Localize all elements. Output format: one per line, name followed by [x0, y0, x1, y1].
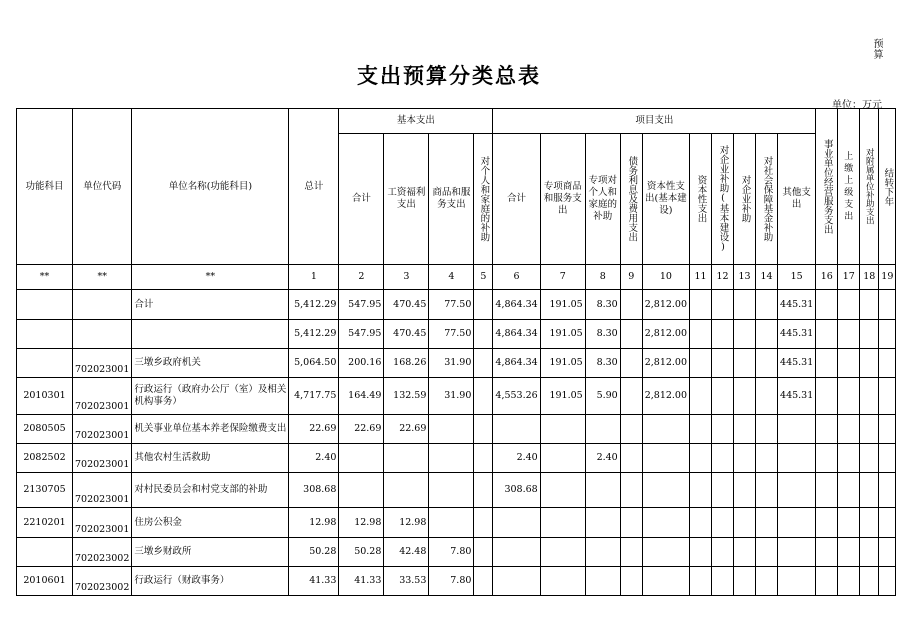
cell-name: 其他农村生活救助 — [132, 444, 289, 473]
cell-basic: 547.95 — [339, 290, 384, 320]
cell-ptotal: 4,864.34 — [493, 290, 540, 320]
header-carry: 结转下年 — [879, 109, 896, 265]
cell-code: 702023001 — [73, 349, 132, 378]
cell-func — [17, 538, 73, 567]
cell-cap — [690, 444, 712, 473]
cell-capbasic: 2,812.00 — [642, 290, 689, 320]
cell-other: 445.31 — [778, 320, 816, 349]
table-row — [17, 508, 896, 538]
cell-biz — [816, 567, 838, 596]
cell-basic: 12.98 — [339, 508, 384, 538]
cell-ppersonal: 8.30 — [585, 349, 620, 378]
cell-basic: 200.16 — [339, 349, 384, 378]
cell-entb — [712, 349, 734, 378]
cell-wages: 470.45 — [384, 290, 429, 320]
cell-ent — [734, 290, 756, 320]
cell-social — [756, 290, 778, 320]
cell-name: 行政运行（财政事务） — [132, 567, 289, 596]
cell-ppersonal: 5.90 — [585, 378, 620, 415]
header-basic-total: 合计 — [339, 134, 384, 265]
cell-carry — [879, 378, 896, 415]
cell-ppersonal — [585, 567, 620, 596]
cell-ptotal: 4,864.34 — [493, 320, 540, 349]
cell-personal — [474, 378, 493, 415]
cell-upper — [838, 320, 860, 349]
cell-debt — [620, 567, 642, 596]
cell-cap — [690, 508, 712, 538]
cell-ent — [734, 473, 756, 508]
cell-name: 对村民委员会和村党支部的补助 — [132, 473, 289, 508]
cell-social — [756, 320, 778, 349]
cell-name — [132, 320, 289, 349]
cell-biz — [816, 538, 838, 567]
header-basic: 基本支出 — [339, 109, 493, 134]
header-subordinate: 对附属单位补助支出 — [860, 109, 879, 265]
cell-carry — [879, 473, 896, 508]
cell-sub — [860, 378, 879, 415]
cell-social — [756, 444, 778, 473]
cell-code: 702023002 — [73, 567, 132, 596]
cell-code — [73, 320, 132, 349]
cell-wages: 470.45 — [384, 320, 429, 349]
cell-capbasic — [642, 444, 689, 473]
cell-upper — [838, 349, 860, 378]
cell-total: 41.33 — [289, 567, 339, 596]
cell-cap — [690, 415, 712, 444]
cell-cap — [690, 378, 712, 415]
cell-pgoods: 191.05 — [540, 320, 585, 349]
index-cell: 11 — [690, 265, 712, 290]
cell-entb — [712, 473, 734, 508]
cell-sub — [860, 349, 879, 378]
cell-debt — [620, 473, 642, 508]
cell-personal — [474, 567, 493, 596]
index-cell: 16 — [816, 265, 838, 290]
cell-debt — [620, 444, 642, 473]
index-cell: 9 — [620, 265, 642, 290]
cell-wages — [384, 444, 429, 473]
cell-ptotal: 4,553.26 — [493, 378, 540, 415]
cell-social — [756, 567, 778, 596]
index-cell: 13 — [734, 265, 756, 290]
cell-personal — [474, 320, 493, 349]
cell-cap — [690, 473, 712, 508]
cell-capbasic: 2,812.00 — [642, 378, 689, 415]
cell-upper — [838, 567, 860, 596]
cell-personal — [474, 508, 493, 538]
table-row — [17, 567, 896, 596]
cell-other: 445.31 — [778, 290, 816, 320]
cell-code: 702023001 — [73, 473, 132, 508]
cell-code: 702023001 — [73, 415, 132, 444]
table-row — [17, 473, 896, 508]
index-cell: 14 — [756, 265, 778, 290]
cell-sub — [860, 567, 879, 596]
cell-social — [756, 538, 778, 567]
cell-ent — [734, 320, 756, 349]
cell-ptotal — [493, 538, 540, 567]
cell-sub — [860, 508, 879, 538]
cell-goods: 7.80 — [429, 538, 474, 567]
cell-basic: 22.69 — [339, 415, 384, 444]
cell-basic — [339, 473, 384, 508]
cell-biz — [816, 349, 838, 378]
cell-total: 4,717.75 — [289, 378, 339, 415]
cell-ent — [734, 444, 756, 473]
table-row — [17, 444, 896, 473]
header-ent-subsidy-basic: 对企业补助(基本建设) — [712, 134, 734, 265]
header-func: 功能科目 — [17, 109, 73, 265]
cell-personal — [474, 444, 493, 473]
cell-ppersonal: 8.30 — [585, 290, 620, 320]
cell-name: 机关事业单位基本养老保险缴费支出 — [132, 415, 289, 444]
cell-name: 合计 — [132, 290, 289, 320]
cell-cap — [690, 320, 712, 349]
cell-pgoods: 191.05 — [540, 290, 585, 320]
cell-sub — [860, 415, 879, 444]
cell-sub — [860, 320, 879, 349]
cell-name: 三墩乡政府机关 — [132, 349, 289, 378]
cell-ppersonal: 8.30 — [585, 320, 620, 349]
cell-basic: 50.28 — [339, 538, 384, 567]
cell-capbasic — [642, 473, 689, 508]
header-ent-subsidy: 对企业补助 — [734, 134, 756, 265]
index-cell: 7 — [540, 265, 585, 290]
cell-debt — [620, 290, 642, 320]
cell-goods: 77.50 — [429, 320, 474, 349]
cell-pgoods — [540, 567, 585, 596]
cell-goods — [429, 473, 474, 508]
cell-social — [756, 473, 778, 508]
cell-biz — [816, 290, 838, 320]
cell-debt — [620, 349, 642, 378]
cell-ent — [734, 378, 756, 415]
cell-capbasic — [642, 538, 689, 567]
cell-cap — [690, 567, 712, 596]
cell-entb — [712, 538, 734, 567]
header-project: 项目支出 — [493, 109, 816, 134]
cell-ppersonal — [585, 538, 620, 567]
cell-cap — [690, 290, 712, 320]
header-proj-personal: 专项对个人和家庭的补助 — [585, 134, 620, 265]
cell-biz — [816, 378, 838, 415]
budget-table — [16, 108, 896, 596]
index-cell: 12 — [712, 265, 734, 290]
cell-pgoods — [540, 508, 585, 538]
cell-goods — [429, 415, 474, 444]
cell-goods: 31.90 — [429, 378, 474, 415]
cell-capbasic: 2,812.00 — [642, 349, 689, 378]
cell-sub — [860, 473, 879, 508]
cell-func: 2080505 — [17, 415, 73, 444]
cell-wages: 42.48 — [384, 538, 429, 567]
cell-entb — [712, 508, 734, 538]
cell-ppersonal — [585, 473, 620, 508]
cell-upper — [838, 444, 860, 473]
cell-cap — [690, 349, 712, 378]
cell-wages: 33.53 — [384, 567, 429, 596]
cell-pgoods — [540, 538, 585, 567]
cell-entb — [712, 444, 734, 473]
cell-ent — [734, 415, 756, 444]
cell-personal — [474, 290, 493, 320]
cell-other: 445.31 — [778, 378, 816, 415]
cell-pgoods — [540, 444, 585, 473]
cell-ent — [734, 538, 756, 567]
cell-ent — [734, 508, 756, 538]
cell-capbasic — [642, 567, 689, 596]
cell-entb — [712, 415, 734, 444]
cell-total: 22.69 — [289, 415, 339, 444]
header-unit-name: 单位名称(功能科目) — [132, 109, 289, 265]
index-cell: 2 — [339, 265, 384, 290]
header-wages: 工资福利支出 — [384, 134, 429, 265]
cell-goods — [429, 508, 474, 538]
index-cell: 3 — [384, 265, 429, 290]
corner-label: 预算 — [871, 38, 882, 60]
cell-total: 50.28 — [289, 538, 339, 567]
cell-goods — [429, 444, 474, 473]
header-goods: 商品和服务支出 — [429, 134, 474, 265]
cell-cap — [690, 538, 712, 567]
cell-biz — [816, 473, 838, 508]
index-row — [17, 265, 896, 290]
index-cell: 4 — [429, 265, 474, 290]
cell-carry — [879, 415, 896, 444]
cell-upper — [838, 538, 860, 567]
cell-ent — [734, 349, 756, 378]
cell-debt — [620, 415, 642, 444]
cell-carry — [879, 567, 896, 596]
cell-upper — [838, 378, 860, 415]
cell-pgoods: 191.05 — [540, 378, 585, 415]
cell-entb — [712, 290, 734, 320]
cell-func: 2010601 — [17, 567, 73, 596]
cell-biz — [816, 415, 838, 444]
cell-social — [756, 378, 778, 415]
cell-personal — [474, 415, 493, 444]
header-personal: 对个人和家庭的补助 — [474, 134, 493, 265]
cell-ent — [734, 567, 756, 596]
index-cell: 10 — [642, 265, 689, 290]
cell-basic: 164.49 — [339, 378, 384, 415]
cell-carry — [879, 444, 896, 473]
index-cell: 5 — [474, 265, 493, 290]
cell-social — [756, 349, 778, 378]
cell-total: 12.98 — [289, 508, 339, 538]
page-title: 支出预算分类总表 — [357, 63, 541, 88]
cell-pgoods — [540, 415, 585, 444]
table-row — [17, 538, 896, 567]
cell-other — [778, 567, 816, 596]
cell-code: 702023002 — [73, 538, 132, 567]
cell-func: 2010301 — [17, 378, 73, 415]
cell-goods: 31.90 — [429, 349, 474, 378]
cell-ppersonal — [585, 508, 620, 538]
cell-entb — [712, 567, 734, 596]
cell-biz — [816, 508, 838, 538]
index-cell: 15 — [778, 265, 816, 290]
cell-code: 702023001 — [73, 444, 132, 473]
cell-entb — [712, 320, 734, 349]
index-cell: 18 — [860, 265, 879, 290]
cell-ptotal — [493, 415, 540, 444]
cell-code: 702023001 — [73, 378, 132, 415]
cell-upper — [838, 415, 860, 444]
cell-wages — [384, 473, 429, 508]
cell-wages: 12.98 — [384, 508, 429, 538]
cell-ppersonal: 2.40 — [585, 444, 620, 473]
cell-other — [778, 415, 816, 444]
cell-other — [778, 473, 816, 508]
cell-upper — [838, 473, 860, 508]
cell-func — [17, 320, 73, 349]
unit-label: 单位：万元 — [832, 100, 882, 111]
cell-other — [778, 444, 816, 473]
cell-code: 702023001 — [73, 508, 132, 538]
cell-upper — [838, 508, 860, 538]
cell-total: 2.40 — [289, 444, 339, 473]
cell-basic: 547.95 — [339, 320, 384, 349]
cell-total: 5,412.29 — [289, 320, 339, 349]
cell-goods: 7.80 — [429, 567, 474, 596]
cell-total: 308.68 — [289, 473, 339, 508]
header-business: 事业单位经营服务支出 — [816, 109, 838, 265]
cell-carry — [879, 349, 896, 378]
index-cell: 6 — [493, 265, 540, 290]
cell-carry — [879, 290, 896, 320]
cell-ptotal — [493, 508, 540, 538]
cell-carry — [879, 320, 896, 349]
cell-personal — [474, 473, 493, 508]
header-total: 总计 — [289, 109, 339, 265]
cell-personal — [474, 349, 493, 378]
cell-code — [73, 290, 132, 320]
header-upper: 上缴上级支出 — [838, 109, 860, 265]
cell-carry — [879, 508, 896, 538]
index-cell: 8 — [585, 265, 620, 290]
cell-func: 2130705 — [17, 473, 73, 508]
cell-carry — [879, 538, 896, 567]
cell-biz — [816, 444, 838, 473]
cell-basic — [339, 444, 384, 473]
cell-social — [756, 415, 778, 444]
cell-upper — [838, 290, 860, 320]
cell-ppersonal — [585, 415, 620, 444]
cell-pgoods — [540, 473, 585, 508]
cell-debt — [620, 378, 642, 415]
cell-wages: 22.69 — [384, 415, 429, 444]
index-cell: ** — [132, 265, 289, 290]
table-row — [17, 415, 896, 444]
cell-other: 445.31 — [778, 349, 816, 378]
index-cell: 17 — [838, 265, 860, 290]
header-proj-goods: 专项商品和服务支出 — [540, 134, 585, 265]
cell-func: 2210201 — [17, 508, 73, 538]
header-capital: 资本性支出 — [690, 134, 712, 265]
cell-wages: 132.59 — [384, 378, 429, 415]
header-row-1 — [17, 109, 896, 134]
table-row — [17, 378, 896, 415]
cell-social — [756, 508, 778, 538]
cell-name: 三墩乡财政所 — [132, 538, 289, 567]
cell-wages: 168.26 — [384, 349, 429, 378]
cell-sub — [860, 290, 879, 320]
table-row — [17, 290, 896, 320]
cell-total: 5,064.50 — [289, 349, 339, 378]
cell-debt — [620, 508, 642, 538]
cell-capbasic — [642, 508, 689, 538]
cell-sub — [860, 444, 879, 473]
cell-basic: 41.33 — [339, 567, 384, 596]
cell-goods: 77.50 — [429, 290, 474, 320]
cell-biz — [816, 320, 838, 349]
cell-func — [17, 290, 73, 320]
cell-debt — [620, 538, 642, 567]
cell-ptotal: 4,864.34 — [493, 349, 540, 378]
cell-ptotal: 2.40 — [493, 444, 540, 473]
cell-total: 5,412.29 — [289, 290, 339, 320]
cell-capbasic — [642, 415, 689, 444]
cell-debt — [620, 320, 642, 349]
cell-func — [17, 349, 73, 378]
header-proj-total: 合计 — [493, 134, 540, 265]
cell-personal — [474, 538, 493, 567]
index-cell: ** — [17, 265, 73, 290]
table-row — [17, 349, 896, 378]
header-unit-code: 单位代码 — [73, 109, 132, 265]
cell-pgoods: 191.05 — [540, 349, 585, 378]
index-cell: 19 — [879, 265, 896, 290]
cell-name: 行政运行（政府办公厅（室）及相关机构事务） — [132, 378, 289, 415]
cell-other — [778, 538, 816, 567]
cell-capbasic: 2,812.00 — [642, 320, 689, 349]
table-row — [17, 320, 896, 349]
cell-func: 2082502 — [17, 444, 73, 473]
index-cell: 1 — [289, 265, 339, 290]
cell-ptotal — [493, 567, 540, 596]
cell-entb — [712, 378, 734, 415]
index-cell: ** — [73, 265, 132, 290]
cell-other — [778, 508, 816, 538]
header-debt: 债务利息及费用支出 — [620, 134, 642, 265]
header-other: 其他支出 — [778, 134, 816, 265]
cell-ptotal: 308.68 — [493, 473, 540, 508]
cell-sub — [860, 538, 879, 567]
header-social-fund: 对社会保障基金补助 — [756, 134, 778, 265]
header-capital-basic: 资本性支出(基本建设) — [642, 134, 689, 265]
cell-name: 住房公积金 — [132, 508, 289, 538]
